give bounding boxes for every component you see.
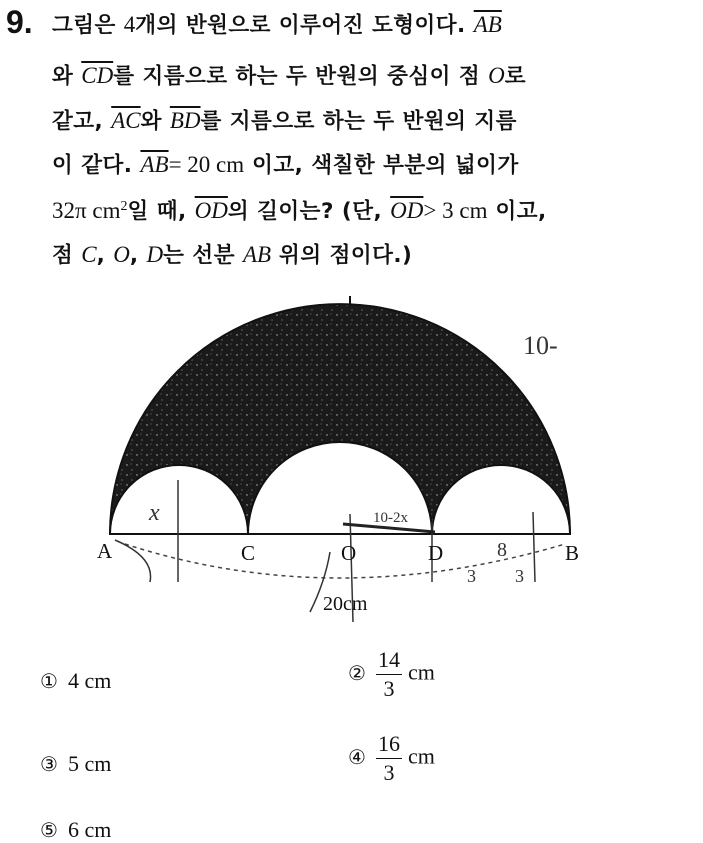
semicircle-figure	[95, 282, 605, 622]
text-segment: 와	[140, 109, 170, 134]
choice-5[interactable]	[40, 817, 111, 843]
choice-unit: cm	[407, 659, 435, 685]
text-segment: 를 지름으로 하는 두 반원의 지름	[200, 109, 517, 134]
question-number: 9.	[6, 4, 33, 40]
text-segment: 와	[52, 64, 82, 89]
choice-mark: ③	[40, 752, 58, 776]
math-length: = 20 cm	[168, 152, 245, 177]
choice-mark: ②	[348, 660, 366, 685]
question-line-1	[52, 8, 502, 39]
choice-3[interactable]	[40, 751, 111, 777]
segment-ab: $\overline{AB}$	[473, 12, 502, 37]
denominator: 3	[383, 760, 395, 785]
area-exponent: 2	[120, 198, 128, 214]
choice-unit: cm	[84, 817, 112, 842]
choice-2[interactable]	[348, 646, 435, 703]
text-segment: 개의 반원으로 이루어진 도형이다.	[135, 13, 474, 38]
choice-mark: ①	[40, 669, 58, 693]
point-d-label: D	[146, 242, 164, 267]
question-line-5	[52, 194, 547, 225]
text-segment: 위의 점이다.)	[271, 243, 413, 268]
math-number: 4	[123, 12, 136, 37]
question-line-3	[52, 104, 517, 135]
text-segment: 이고, 색칠한 부분의 넓이가	[244, 153, 519, 178]
math-condition: > 3 cm	[423, 198, 488, 223]
question-line-6	[52, 238, 412, 269]
choice-value: 5	[67, 751, 79, 776]
question-line-2	[52, 59, 526, 90]
area-value: 32π cm	[52, 198, 121, 223]
text-segment: 그림은	[52, 13, 124, 38]
denominator: 3	[383, 676, 395, 701]
point-o-label: O	[113, 242, 130, 267]
label-b: B	[565, 541, 580, 565]
choice-value: 6	[67, 817, 79, 842]
choice-unit: cm	[407, 743, 435, 769]
choice-4[interactable]	[348, 730, 435, 787]
label-o: O	[341, 541, 357, 565]
label-c: C	[241, 541, 256, 565]
handwritten-note: 10-	[523, 331, 558, 360]
numerator: 16	[376, 730, 402, 759]
handwritten-number: 3	[515, 566, 524, 586]
question-line-4	[52, 148, 519, 179]
text-segment: ,	[129, 243, 147, 268]
text-segment: 이고,	[487, 199, 547, 224]
choice-unit: cm	[84, 668, 112, 693]
text-segment: 일 때,	[127, 199, 195, 224]
segment-od: $\overline{OD}$	[390, 198, 424, 223]
choice-1[interactable]	[40, 668, 111, 694]
choice-unit: cm	[84, 751, 112, 776]
choice-mark: ④	[348, 744, 366, 769]
choice-mark: ⑤	[40, 818, 58, 842]
fraction	[376, 730, 402, 787]
handwritten-expression: 10-2x	[373, 510, 408, 526]
text-segment: ,	[96, 243, 114, 268]
segment-od: $\overline{OD}$	[194, 198, 228, 223]
choice-value: 4	[67, 668, 79, 693]
label-a: A	[97, 539, 113, 563]
segment-bd: $\overline{BD}$	[169, 108, 201, 133]
text-segment: 로	[504, 64, 527, 89]
segment-cd: $\overline{CD}$	[81, 63, 114, 88]
handwritten-number: 8	[497, 539, 507, 561]
handwritten-x: x	[149, 500, 160, 526]
text-segment: 같고,	[52, 109, 112, 134]
label-d: D	[428, 541, 444, 565]
text-segment: 이 같다.	[52, 153, 141, 178]
text-segment: 점	[52, 243, 82, 268]
handwritten-number: 3	[467, 566, 476, 586]
text-segment: 는 선분	[163, 243, 243, 268]
point-o-label: O	[488, 63, 505, 88]
fraction	[376, 646, 402, 703]
text-segment: 를 지름으로 하는 두 반원의 중심이 점	[113, 64, 489, 89]
point-c-label: C	[81, 242, 97, 267]
segment-ac: $\overline{AC}$	[111, 108, 141, 133]
bottom-length-label: 20cm	[323, 593, 368, 615]
numerator: 14	[376, 646, 402, 675]
segment-ab: $\overline{AB}$	[140, 152, 169, 177]
segment-ab-label: AB	[242, 242, 272, 267]
text-segment: 의 길이는? (단,	[227, 199, 391, 224]
